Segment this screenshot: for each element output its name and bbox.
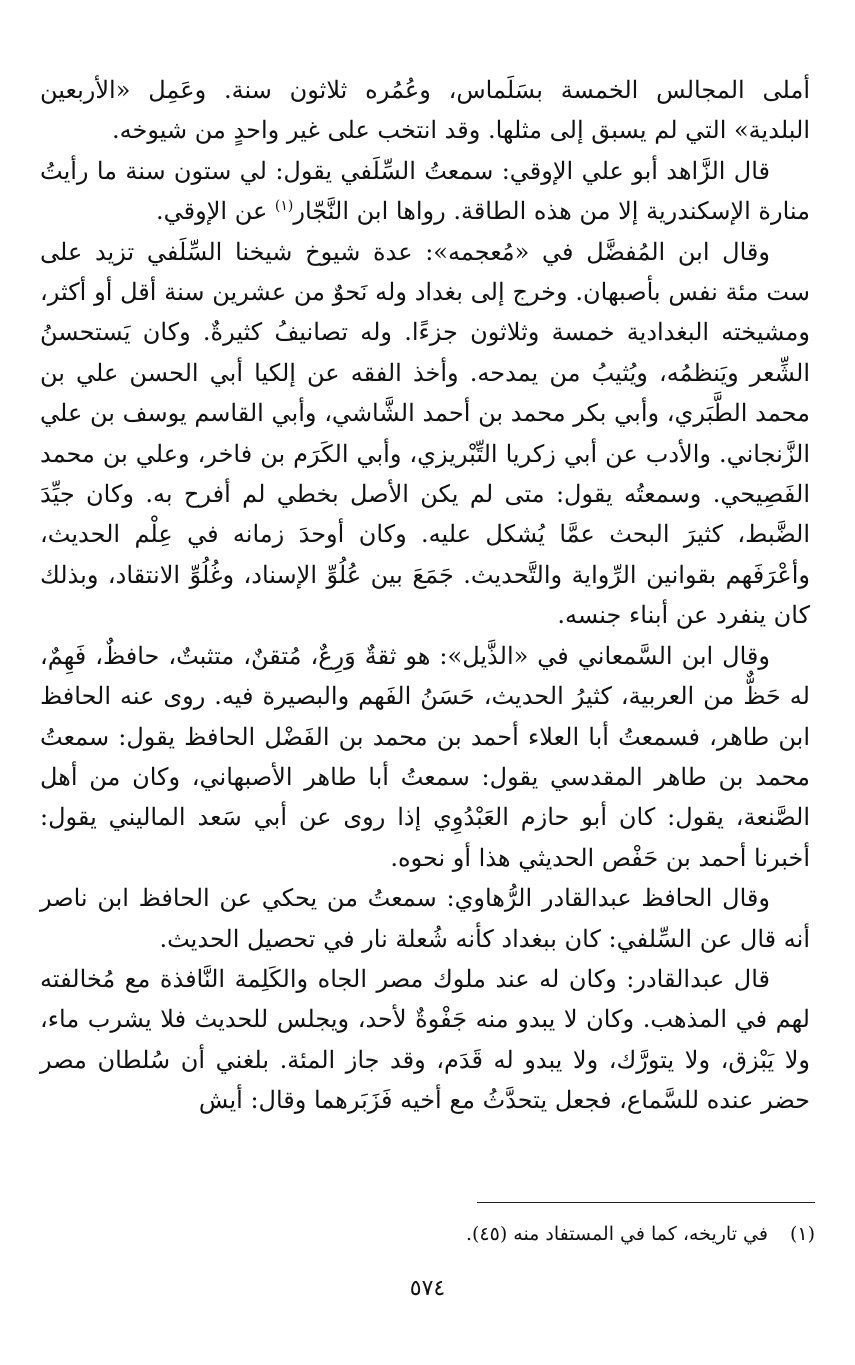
paragraph-2-text: قال الزَّاهد أبو علي الإوقي: سمعتُ السِّلَفي يقول: لي ستون سنة ما رأيتُ منارة الإسكندرية إلا من هذه الطاقة. رواها ابن النَّجّار <box>40 156 810 226</box>
footnote-separator <box>477 1202 815 1203</box>
paragraph-6: قال عبدالقادر: وكان له عند ملوك مصر الجاه والكَلِمة النَّافذة مع مُخالفته لهم في المذهب. وكان لا يبدو منه جَفْوةٌ لأحد، ويجلس للحديث فلا يشرب ماء، ولا يَبْزق، ولا يتورَّك، ولا يبدو له قَدَم، وقد جاز المئة. بلغني أن سُلطان مصر حضر عنده للسَّماع، فجعل يتحدَّثُ مع أخيه فَزَبَرهما وقال: أيش <box>40 964 810 1115</box>
footnote-number: (١) <box>789 1223 815 1245</box>
paragraph-5: وقال الحافظ عبدالقادر الرُّهاوي: سمعتُ من يحكي عن الحافظ ابن ناصر أنه قال عن السِّلفي: كان ببغداد كأنه شُعلة نار في تحصيل الحديث. <box>40 884 810 953</box>
footnote <box>45 1220 815 1248</box>
page-number: ٥٧٤ <box>409 1276 446 1301</box>
paragraph-2 <box>40 151 810 232</box>
paragraph-2-tail: عن الإوقي. <box>156 197 275 226</box>
page-body <box>40 70 810 1121</box>
paragraph-3: وقال ابن المُفضَّل في «مُعجمه»: عدة شيوخ شيخنا السِّلَفي تزيد على ست مئة نفس بأصبهان. وخرج إلى بغداد وله نَحوٌ من عشرين سنة أقل أو أكثر، ومشيخته البغدادية خمسة وثلاثون جزءًا. وله تصانيفُ كثيرةٌ. وكان يَستحسنُ الشِّعر ويَنظمُه، ويُثيبُ من يمدحه. وأخذ الفقه عن إلكيا أبي الحسن علي بن محمد الطَّبَري، وأبي بكر محمد بن أحمد الشَّاشي، وأبي القاسم يوسف بن علي الزَّنجاني. والأدب عن أبي زكريا التِّبْريزي، وأبي الكَرَم بن فاخر، وعلي بن محمد الفَصِيحي. وسمعتُه يقول: متى لم يكن الأصل بخطي لم أفرح به. وكان جيِّدَ الضَّبط، كثيرَ البحث عمَّا يُشكل عليه. وكان أوحدَ زمانه في عِلْم الحديث، وأعْرَفَهم بقوانين الرِّواية والتَّحديث. جَمَعَ بين عُلُوِّ الإسناد، وغُلُوِّ الانتقاد، وبذلك كان ينفرد عن أبناء جنسه. <box>40 237 810 630</box>
paragraph-1: أملى المجالس الخمسة بسَلَماس، وعُمُره ثلاثون سنة. وعَمِل «الأربعين البلدية» التي لم يسبق إلى مثلها. وقد انتخب على غير واحدٍ من شيوخه. <box>40 76 810 145</box>
footnote-marker: (١) <box>274 198 294 215</box>
footnote-text: في تاريخه، كما في المستفاد منه (٤٥). <box>465 1223 768 1245</box>
paragraph-4: وقال ابن السَّمعاني في «الذَّيل»: هو ثقةٌ وَرِعٌ، مُتقنٌ، متثبتٌ، حافظٌ، فَهِمٌ، له حَظٌّ من العربية، كثيرُ الحديث، حَسَنُ الفَهم والبصيرة فيه. روى عنه الحافظ ابن طاهر، فسمعتُ أبا العلاء أحمد بن محمد بن الفَضْل الحافظ يقول: سمعتُ محمد بن طاهر المقدسي يقول: سمعتُ أبا طاهر الأصبهاني، وكان من أهل الصَّنعة، يقول: كان أبو حازم العَبْدُوِي إذا روى عن أبي سَعد الماليني يقول: أخبرنا أحمد بن حَفْص الحديثي هذا أو نحوه. <box>40 641 810 872</box>
